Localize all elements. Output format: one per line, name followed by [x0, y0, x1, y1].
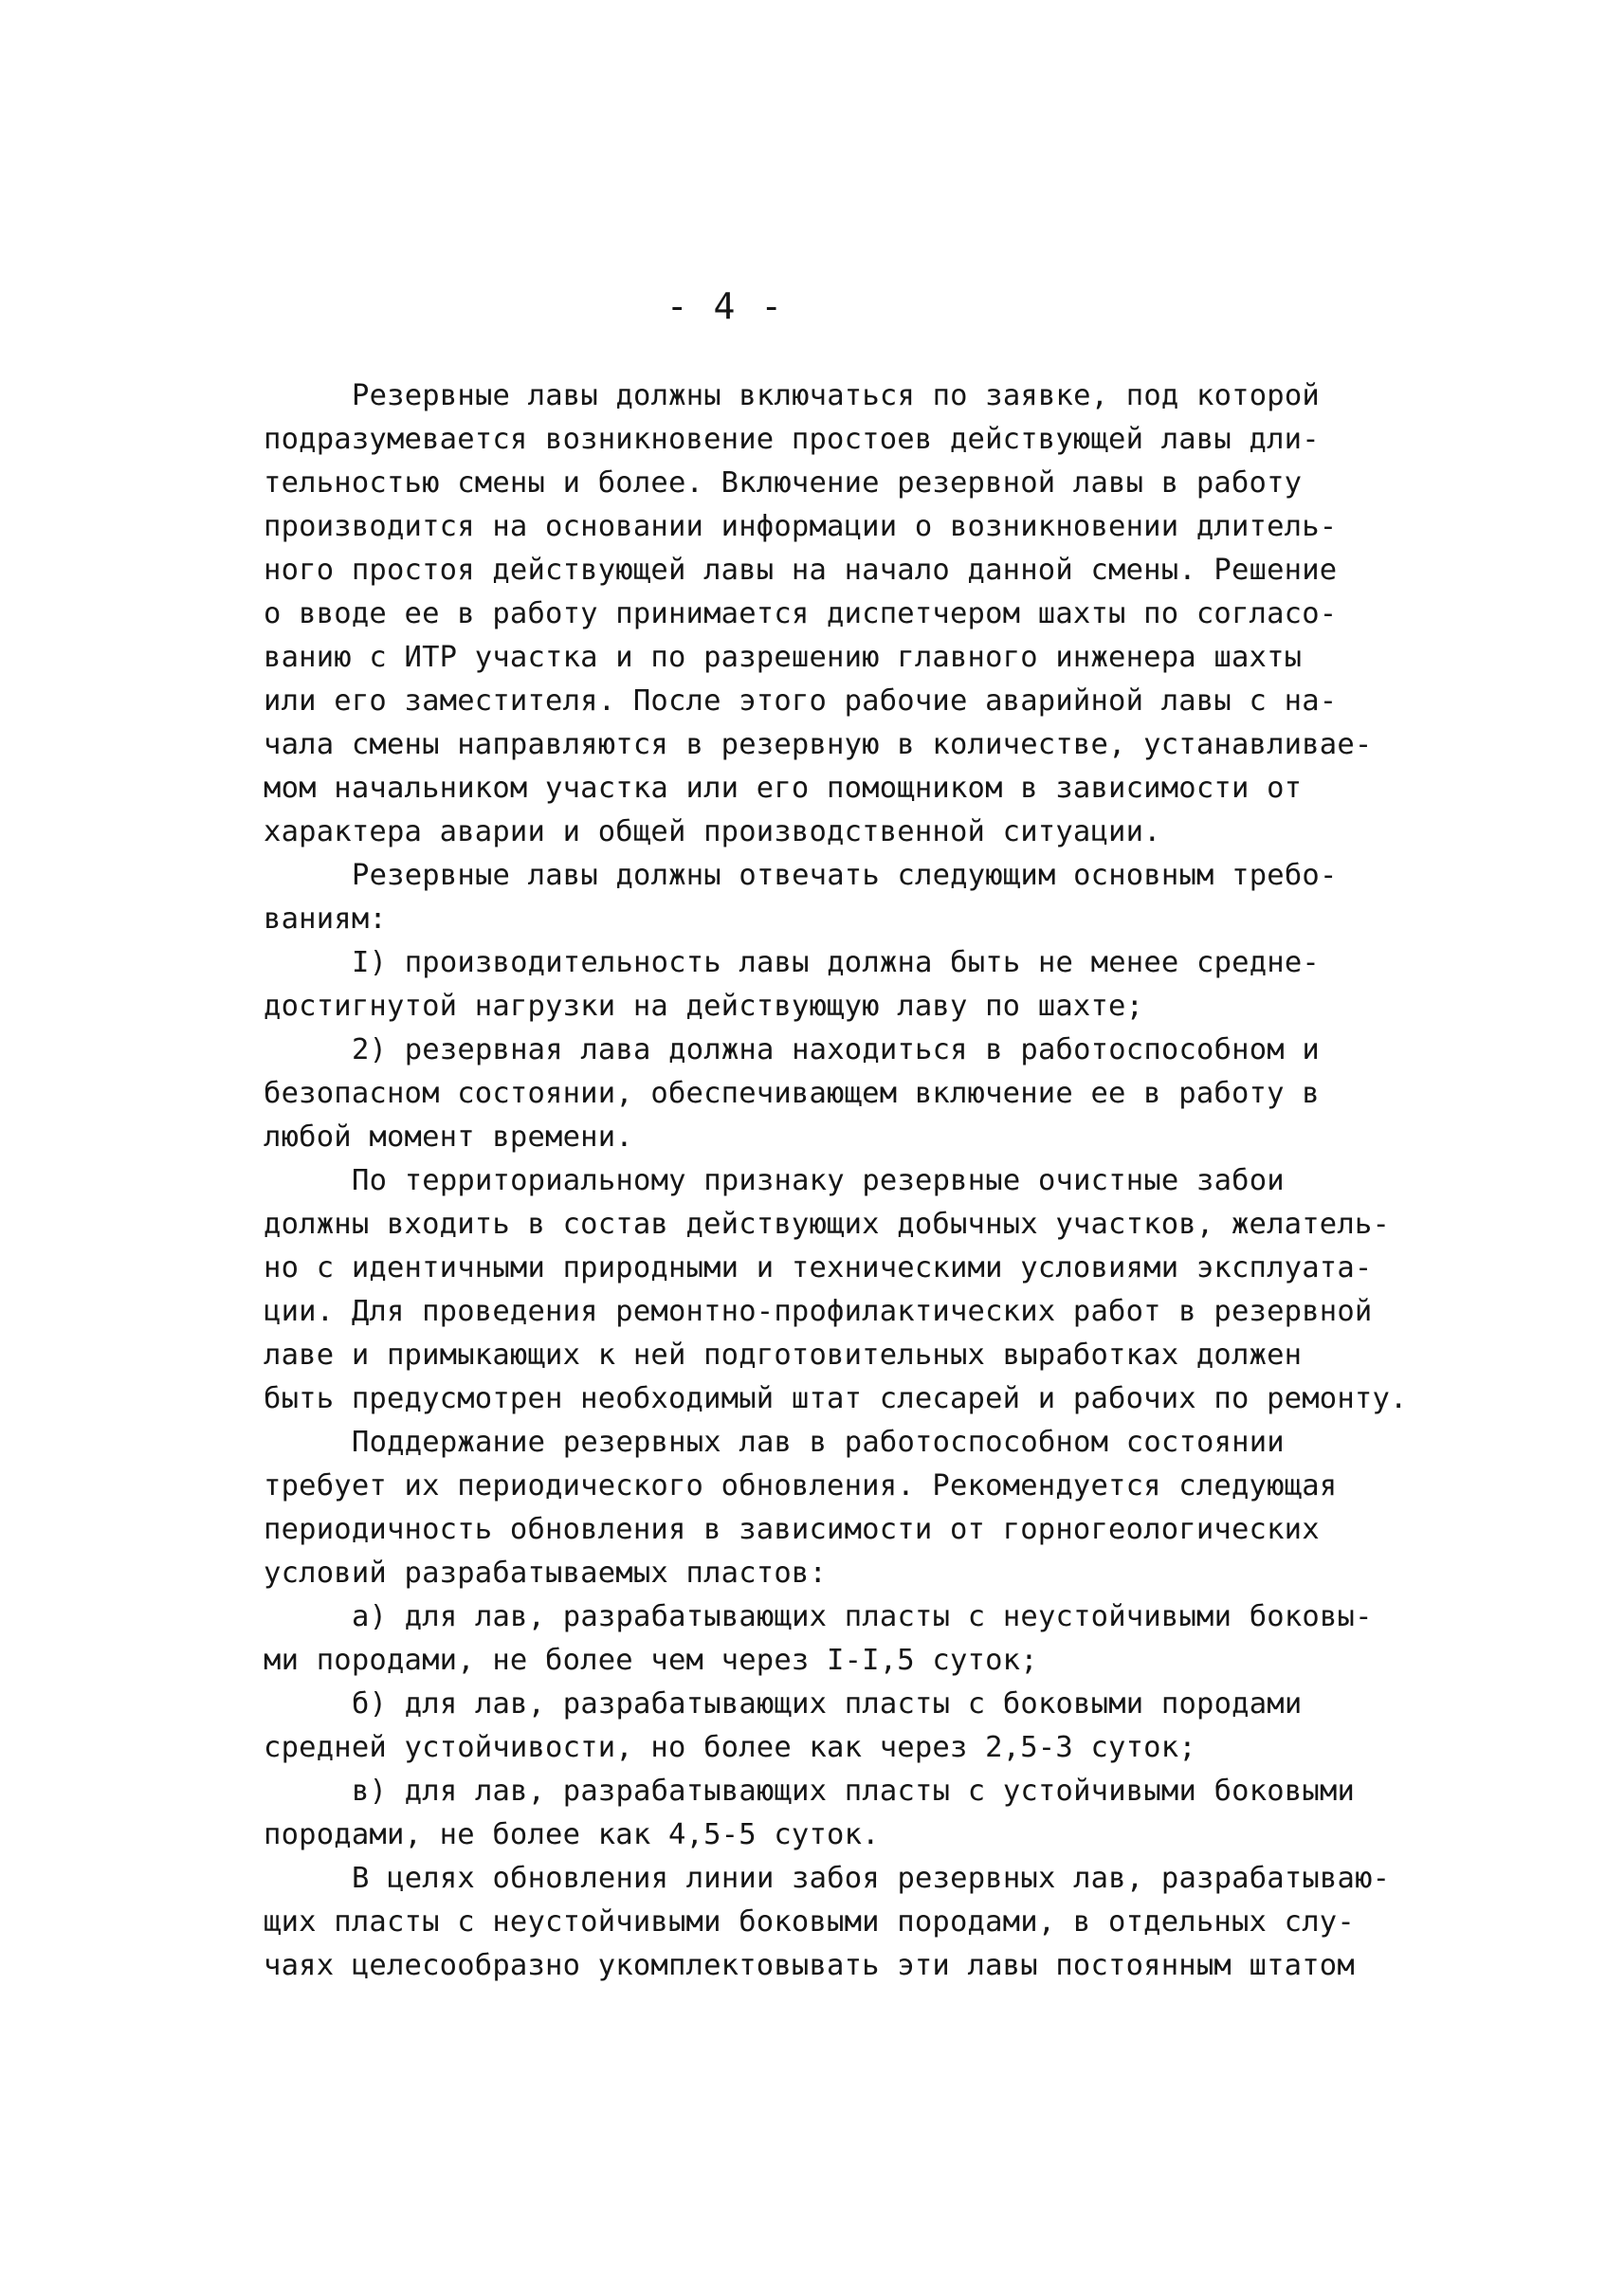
body-text — [264, 374, 1439, 1988]
text-line: I) производительность лавы должна быть не менее средне- — [352, 946, 1320, 979]
text-line: лаве и примыкающих к ней подготовительных выработках должен — [264, 1339, 1303, 1372]
text-line: быть предусмотрен необходимый штат слесарей и рабочих по ремонту. — [264, 1382, 1408, 1415]
text-line: характера аварии и общей производственной ситуации. — [264, 815, 1161, 848]
text-line: требует их периодического обновления. Рекомендуется следующая — [264, 1469, 1338, 1503]
text-line: ваниям: — [264, 902, 387, 936]
text-line: Резервные лавы должны включаться по заявке, под которой — [352, 379, 1320, 412]
text-line: должны входить в состав действующих добычных участков, желатель- — [264, 1208, 1391, 1241]
text-line: в) для лав, разрабатывающих пласты с устойчивыми боковыми — [352, 1775, 1356, 1808]
text-line: щих пласты с неустойчивыми боковыми породами, в отдельных слу- — [264, 1905, 1355, 1939]
text-line: мом начальником участка или его помощником в зависимости от — [264, 772, 1303, 805]
text-line: средней устойчивости, но более как через 2,5-3 суток; — [264, 1731, 1196, 1764]
text-line: любой момент времени. — [264, 1120, 633, 1154]
text-line: о вводе ее в работу принимается диспетчером шахты по согласо- — [264, 597, 1338, 630]
text-line: По территориальному признаку резервные очистные забои — [352, 1164, 1285, 1197]
text-line: ванию с ИТР участка и по разрешению главного инженера шахты — [264, 641, 1303, 674]
text-line: б) для лав, разрабатывающих пласты с боковыми породами — [352, 1687, 1303, 1721]
text-line: ции. Для проведения ремонтно-профилактических работ в резервной — [264, 1295, 1373, 1328]
text-line: В целях обновления линии забоя резервных лав, разрабатываю- — [352, 1862, 1391, 1895]
text-line: чала смены направляются в резервную в количестве, устанавливае- — [264, 728, 1373, 761]
text-line: чаях целесообразно укомплектовывать эти лавы постоянным штатом — [264, 1949, 1355, 1982]
text-line: тельностью смены и более. Включение резервной лавы в работу — [264, 466, 1303, 500]
text-line: ного простоя действующей лавы на начало данной смены. Решение — [264, 554, 1338, 587]
page-number: - 4 - — [666, 285, 785, 327]
text-line: производится на основании информации о возникновении длитель- — [264, 510, 1338, 543]
text-line: или его заместителя. После этого рабочие аварийной лавы с на- — [264, 684, 1338, 718]
text-line: безопасном состоянии, обеспечивающем включение ее в работу в — [264, 1077, 1320, 1110]
text-line: достигнутой нагрузки на действующую лаву по шахте; — [264, 990, 1144, 1023]
text-line: породами, не более как 4,5-5 суток. — [264, 1818, 880, 1851]
text-line: ми породами, не более чем через I-I,5 суток; — [264, 1644, 1038, 1677]
text-line: 2) резервная лава должна находиться в работоспособном и — [352, 1033, 1320, 1066]
text-line: периодичность обновления в зависимости от горногеологических — [264, 1513, 1320, 1546]
text-line: но с идентичными природными и техническими условиями эксплуата- — [264, 1251, 1373, 1284]
text-line: Резервные лавы должны отвечать следующим основным требо- — [352, 859, 1338, 892]
text-line: Поддержание резервных лав в работоспособном состоянии — [352, 1426, 1285, 1459]
text-line: а) для лав, разрабатывающих пласты с неустойчивыми боковы- — [352, 1600, 1373, 1633]
text-line: условий разрабатываемых пластов: — [264, 1557, 828, 1590]
text-line: подразумевается возникновение простоев действующей лавы дли- — [264, 423, 1320, 456]
